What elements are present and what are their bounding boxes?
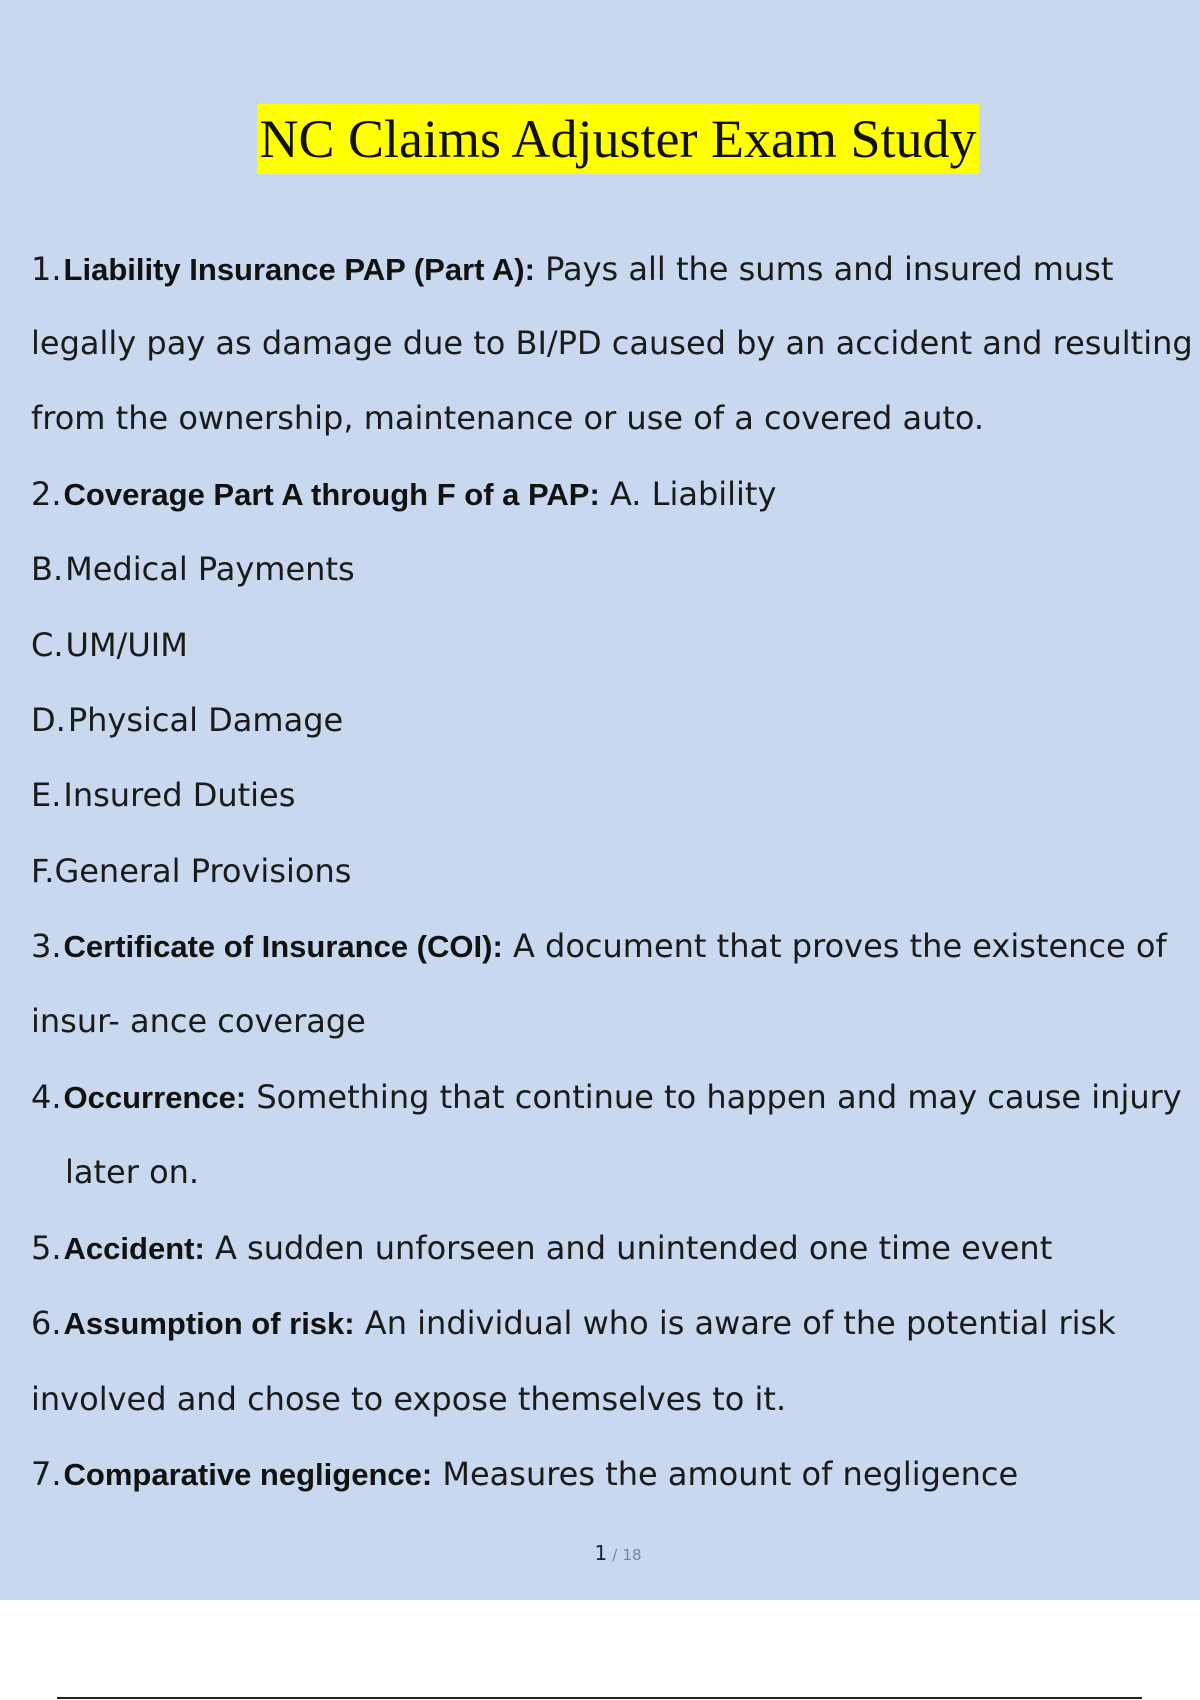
subitem-letter: B.: [31, 550, 64, 588]
item-number: 6.: [31, 1304, 62, 1342]
item-number: 2.: [31, 475, 62, 513]
item-4-line-1: [31, 1077, 1182, 1118]
item-6-line-2: involved and chose to expose themselves to it.: [31, 1380, 787, 1418]
subitem-letter: D.: [31, 701, 66, 739]
item-definition: An individual who is aware of the potential risk: [354, 1304, 1116, 1342]
subitem-b: [31, 549, 355, 589]
item-number: 3.: [31, 927, 62, 965]
item-1-line-3: from the ownership, maintenance or use of a covered auto.: [31, 399, 985, 437]
item-term: Accident:: [63, 1231, 205, 1266]
item-1-line-1: [31, 249, 1113, 290]
subitem-letter: C.: [31, 626, 64, 664]
item-2-line-1: [31, 474, 776, 515]
item-term: Liability Insurance PAP (Part A):: [63, 252, 535, 287]
subitem-d: [31, 700, 343, 740]
item-number: 1.: [31, 250, 62, 288]
item-definition: Pays all the sums and insured must: [534, 250, 1114, 288]
page-separator: /: [612, 1546, 618, 1564]
document-title: NC Claims Adjuster Exam Study: [257, 104, 978, 174]
page-indicator: [0, 1541, 1200, 1565]
total-pages: 18: [622, 1546, 642, 1564]
subitem-text: UM/UIM: [65, 626, 188, 664]
subitem-text: General Provisions: [54, 852, 352, 890]
item-6-line-1: [31, 1303, 1116, 1344]
item-term: Occurrence:: [63, 1080, 247, 1115]
item-3-line-2: insur- ance coverage: [31, 1002, 366, 1040]
item-number: 5.: [31, 1229, 62, 1267]
item-definition: A. Liability: [599, 475, 777, 513]
subitem-c: [31, 625, 188, 665]
item-number: 4.: [31, 1078, 62, 1116]
item-term: Coverage Part A through F of a PAP:: [63, 477, 600, 512]
item-definition: Measures the amount of negligence: [432, 1455, 1019, 1493]
item-1-line-2: legally pay as damage due to BI/PD caused by an accident and resulting: [31, 324, 1193, 362]
item-4-line-2: later on.: [65, 1153, 200, 1191]
item-number: 7.: [31, 1455, 62, 1493]
item-definition: A document that proves the existence of: [502, 927, 1167, 965]
title-container: [0, 104, 1200, 174]
subitem-letter: E.: [31, 776, 62, 814]
subitem-f: [31, 851, 351, 891]
subitem-text: Physical Damage: [67, 701, 344, 739]
item-definition: Something that continue to happen and may cause injury: [246, 1078, 1182, 1116]
subitem-e: [31, 775, 295, 815]
current-page-number: 1: [594, 1541, 608, 1565]
subitem-letter: F.: [31, 852, 55, 890]
item-7-line-1: [31, 1454, 1018, 1495]
next-page-header-rule: [57, 1697, 1142, 1699]
item-term: Certificate of Insurance (COI):: [63, 929, 503, 964]
item-term: Assumption of risk:: [63, 1306, 355, 1341]
item-3-line-1: [31, 926, 1167, 967]
item-definition: A sudden unforseen and unintended one time event: [204, 1229, 1053, 1267]
item-term: Comparative negligence:: [63, 1457, 433, 1492]
subitem-text: Insured Duties: [63, 776, 296, 814]
subitem-text: Medical Payments: [65, 550, 355, 588]
item-5-line-1: [31, 1228, 1052, 1269]
